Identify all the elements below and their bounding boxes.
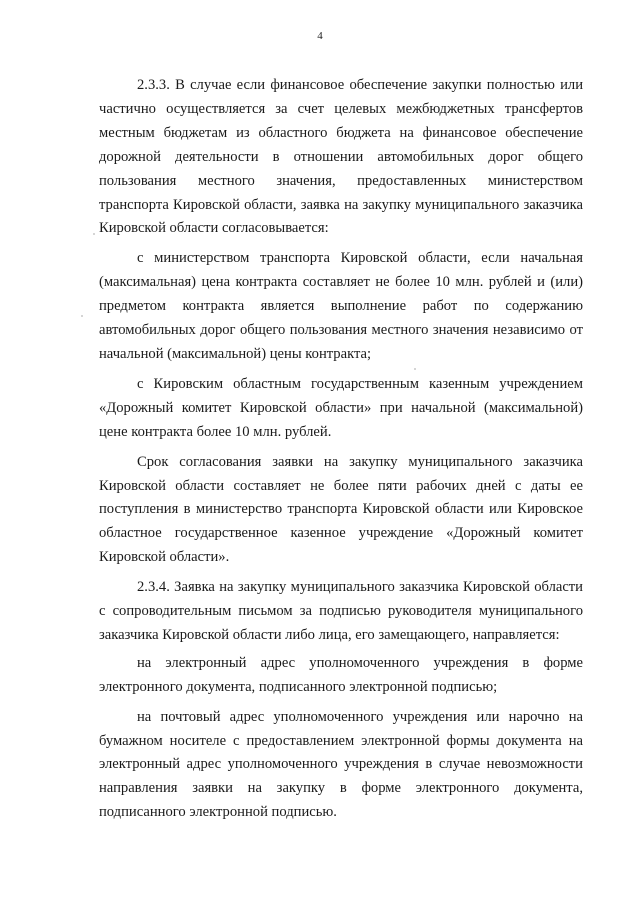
paragraph-postal-address: на почтовый адрес уполномоченного учреждения или нарочно на бумажном носителе с предоставлением электронной формы документа на электронный адрес уполномоченного учреждения в случае невозможности направления заявки на закупку в форме электронного документа, подписанного электронной подписью. <box>99 708 583 821</box>
paragraph-ministry-approval: с министерством транспорта Кировской области, если начальная (максимальная) цена контракта составляет не более 10 млн. рублей и (или) предметом контракта является выполнение работ по содержанию автомобильных дорог общего пользования местного значения независимо от начальной (максимальной) цены контракта; <box>99 250 583 362</box>
paragraph-approval-term: Срок согласования заявки на закупку муниципального заказчика Кировской области составляет не более пяти рабочих дней с даты ее поступления в министерство транспорта Кировской области или Кировское областное государственное казенное учреждение «Дорожный комитет Кировской области». <box>99 453 583 566</box>
scan-speck <box>81 315 83 317</box>
document-body <box>99 74 583 831</box>
paragraph-2-3-4: 2.3.4. Заявка на закупку муниципального заказчика Кировской области с сопроводительным письмом за подписью руководителя муниципального заказчика Кировской области либо лица, его замещающего, направляется: <box>99 579 583 643</box>
scan-speck <box>414 368 416 370</box>
scan-speck <box>93 233 95 235</box>
paragraph-road-committee-approval: с Кировским областным государственным казенным учреждением «Дорожный комитет Кировской области» при начальной (максимальной) цене контракта более 10 млн. рублей. <box>99 375 583 440</box>
page-number: 4 <box>317 30 323 42</box>
paragraph-2-3-3: 2.3.3. В случае если финансовое обеспечение закупки полностью или частично осуществляется за счет целевых межбюджетных трансфертов местным бюджетам из областного бюджета на финансовое обеспечение дорожной деятельности в отношении автомобильных дорог общего пользования местного значения, предоставленных министерством транспорта Кировской области, заявка на закупку муниципального заказчика Кировской области согласовывается: <box>99 77 583 237</box>
paragraph-electronic-address: на электронный адрес уполномоченного учреждения в форме электронного документа, подписанного электронной подписью; <box>99 654 583 695</box>
